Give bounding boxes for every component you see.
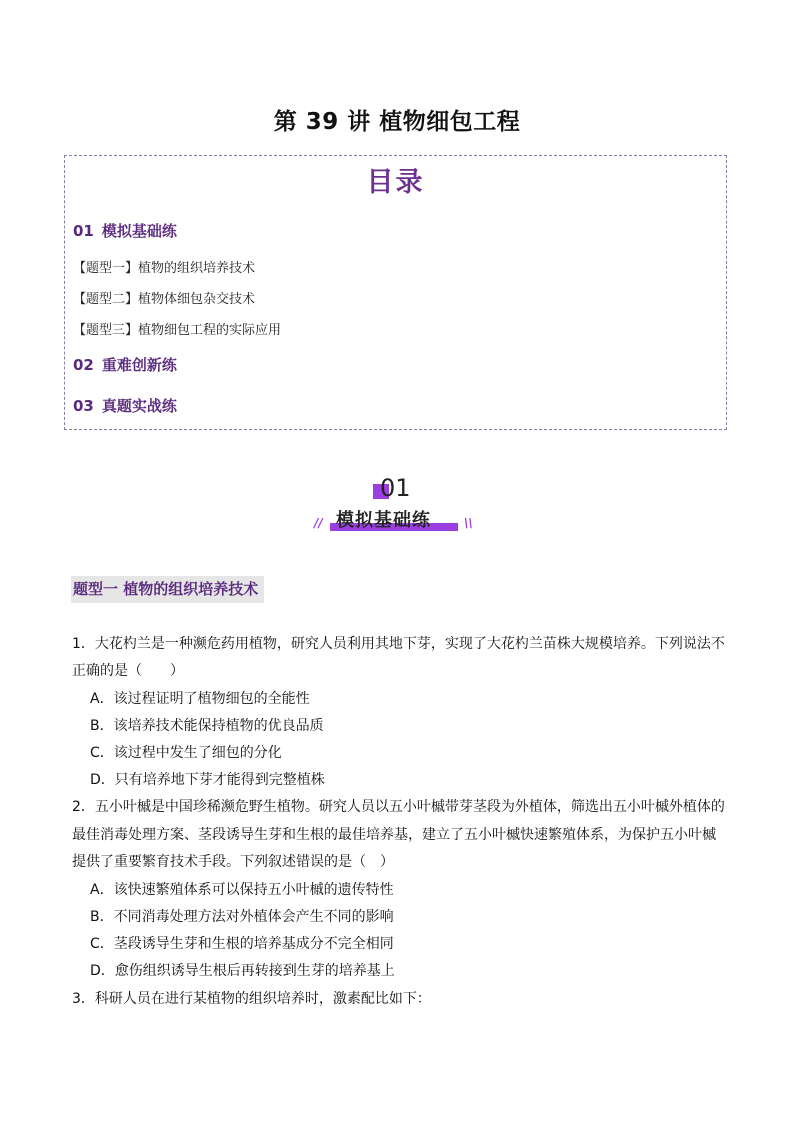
question-1-line-2: 正确的是（ ） [72,663,184,679]
question-1-line-1: 1．大花杓兰是一种濒危药用植物，研究人员利用其地下芽，实现了大花杓兰苗株大规模培养。下列说法不 [72,636,725,652]
toc-item-type-3[interactable]: 【题型三】植物细包工程的实际应用 [73,323,282,338]
toc-item-type-1[interactable]: 【题型一】植物的组织培养技术 [73,261,256,276]
question-2-line-1: 2．五小叶槭是中国珍稀濒危野生植物。研究人员以五小叶槭带芽茎段为外植体，筛选出五小叶槭外植体的 [72,799,725,815]
toc-section-number: 01 [73,222,94,240]
toc-section-label: 重难创新练 [101,356,177,374]
question-1-option-a: A．该过程证明了植物细包的全能性 [90,691,310,707]
toc-section-02[interactable] [73,354,177,375]
toc-section-label: 模拟基础练 [101,222,177,240]
question-3-line-1: 3．科研人员在进行某植物的组织培养时，激素配比如下： [72,991,431,1007]
toc-section-number: 03 [73,397,94,415]
toc-section-number: 02 [73,356,94,374]
question-2-option-c: C．茎段诱导生芽和生根的培养基成分不完全相同 [90,936,394,952]
toc-section-01[interactable] [73,220,177,241]
page-title: 第 39 讲 植物细包工程 [273,109,521,135]
table-of-contents [64,155,727,430]
section-badge [310,474,490,534]
question-1-option-b: B．该培养技术能保持植物的优良品质 [90,718,324,734]
topic-tag: 题型一 植物的组织培养技术 [71,576,264,603]
question-2-line-2: 最佳消毒处理方案、茎段诱导生芽和生根的最佳培养基，建立了五小叶槭快速繁殖体系，为保护五小叶槭 [72,827,716,843]
toc-item-type-2[interactable]: 【题型二】植物体细包杂交技术 [73,292,256,307]
toc-section-label: 真题实战练 [101,397,177,415]
badge-left-slash: // [314,516,323,530]
question-2-option-d: D．愈伤组织诱导生根后再转接到生芽的培养基上 [90,963,395,979]
toc-heading: 目录 [366,167,425,198]
question-2-option-a: A．该快速繁殖体系可以保持五小叶槭的遗传特性 [90,882,394,898]
badge-label: 模拟基础练 [336,510,431,531]
toc-section-03[interactable] [73,395,177,416]
badge-right-slash: \\ [464,516,473,530]
question-2-option-b: B．不同消毒处理方法对外植体会产生不同的影响 [90,909,394,925]
question-2-line-3: 提供了重要繁育技术手段。下列叙述错误的是（ ） [72,854,394,870]
question-1-option-c: C．该过程中发生了细包的分化 [90,745,282,761]
badge-number: 01 [380,474,411,502]
question-1-option-d: D．只有培养地下芽才能得到完整植株 [90,772,325,788]
